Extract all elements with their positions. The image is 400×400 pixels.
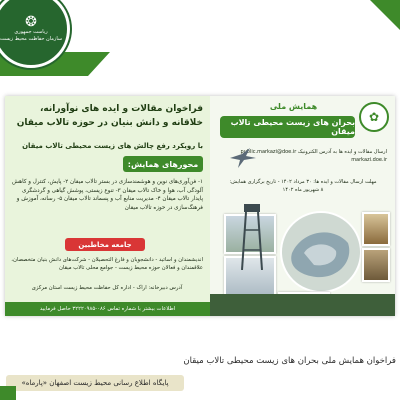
conference-title: بحران های زیست محیطی تالاب میقان (220, 116, 355, 138)
call-panel (5, 96, 210, 316)
conference-tag: همایش ملی (269, 102, 318, 111)
watchtower-icon (240, 200, 264, 270)
corner-decoration (370, 0, 400, 30)
crane-bird-icon (228, 146, 258, 170)
conference-panel (210, 96, 395, 316)
footer-decoration (0, 386, 16, 400)
call-title: فراخوان مقالات و ایده های نوآورانه، خلاقانه و دانش بنیان در حوزه تالاب میقان (16, 104, 203, 128)
environment-logo-icon: ✿ (359, 102, 389, 132)
axes-text: ۱- فن‌آوری‌های نوین و هوشمندسازی در بستر تالاب میقان ۲- پایش، کنترل و کاهش آلودگی آب، هوا و خاک تالاب میقان ۳- تنوع زیستی، پوشش گیاهی و گردشگری پایدار تالاب میقان ۴- مدیریت منابع آب و پسماند تالاب میقان ۵- رسانه، آموزش و فرهنگ‌سازی در حوزه تالاب میقان (12, 179, 203, 211)
wetland-map (280, 211, 362, 293)
wetland-map-icon (282, 213, 360, 291)
submission-contact: ارسال مقالات و ایده ها به آدرس الکترونیک public.markazi@doe.ir markazi.doe.ir (240, 149, 387, 163)
audience-text: اندیشمندان و اساتید - دانشجویان و فارغ التحصیلان - شرکت‌های دانش بنیان متخصصان، علاقمندان و فعالان حوزه محیط زیست - جوامع محلی تالاب میقان (11, 257, 203, 271)
secretariat-address: آدرس دبیرخانه: اراک - اداره کل حفاظت محیط زیست استان مرکزی (31, 285, 183, 291)
contact-info: اطلاعات بیشتر با شماره تماس ۰۸۶-۳۲۲۲۰۹۸۵ حاصل فرمایید (5, 302, 210, 316)
wetland-photo-4 (362, 248, 390, 282)
seal-text-2: سازمان حفاظت محیط زیست (0, 36, 63, 42)
conference-poster[interactable] (5, 96, 395, 316)
axes-label: محورهای همایش: (123, 156, 203, 172)
call-subtitle: با رویکرد رفع چالش های زیست محیطی تالاب میقان (22, 142, 203, 150)
emblem-icon: ❂ (25, 14, 37, 30)
wetland-photo-3 (362, 212, 390, 246)
news-caption[interactable]: فراخوان همایش ملی بحران های زیست محیطی تالاب میقان (183, 356, 396, 366)
landscape-strip (210, 294, 395, 316)
important-dates: مهلت ارسال مقالات و ایده ها: ۳۰ مرداد ۱۴۰۲ - تاریخ برگزاری همایش: ۸ شهریور ماه ۱۴۰۲ (229, 179, 377, 193)
source-tag[interactable]: پایگاه اطلاع رسانی محیط زیست اصفهان «پارماه» (6, 375, 184, 391)
seal-text-1: ریاست جمهوری (14, 29, 48, 35)
audience-label: جامعه مخاطبین (65, 238, 145, 251)
